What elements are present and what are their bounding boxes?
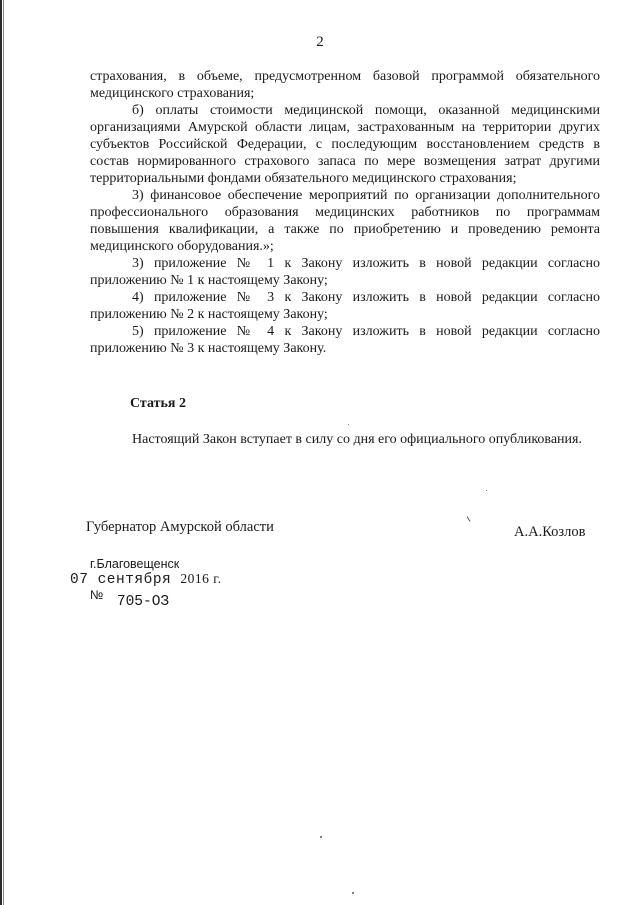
scan-speck [486, 490, 487, 491]
scan-border-left [0, 0, 2, 905]
stamp-date-year: 2016 г. [180, 571, 222, 586]
law-number-value: 705-ОЗ [116, 594, 170, 610]
city-label: г.Благовещенск [90, 557, 180, 571]
law-number-label: № [90, 588, 104, 602]
paragraph-item-3-appendix: 3) приложение № 1 к Закону изложить в новой редакции согласно приложению № 1 к настоящему Закону; [90, 256, 600, 288]
article-body [90, 431, 600, 448]
scan-speck [320, 836, 322, 838]
stamp-date [70, 571, 222, 588]
scan-speck [352, 892, 354, 894]
paragraph-item-3-financing: 3) финансовое обеспечение мероприятий по организации дополнительного профессионального образования медицинских работников по программам повышения квалификации, а также по приобретению и проведению ремонта медицинского оборудования.»; [90, 188, 600, 254]
page-number: 2 [316, 34, 324, 50]
governor-title: Губернатор Амурской области [86, 519, 274, 535]
paragraph-item-5-appendix: 5) приложение № 4 к Закону изложить в новой редакции согласно приложению № 3 к настоящему Закону. [90, 324, 600, 356]
paragraph-continuation: страхования, в объеме, предусмотренном базовой программой обязательного медицинского страхования; [90, 69, 600, 101]
stamp-date-day-month: 07 сентября [70, 572, 172, 588]
scan-speck [467, 516, 471, 522]
law-number [90, 588, 170, 610]
scan-border-shadow [3, 0, 4, 905]
paragraph-item-4-appendix: 4) приложение № 3 к Закону изложить в новой редакции согласно приложению № 2 к настоящему Закону; [90, 290, 600, 322]
scan-speck [348, 424, 349, 425]
article-title: Статья 2 [130, 396, 186, 411]
paragraph-item-b: б) оплаты стоимости медицинской помощи, оказанной медицинскими организациями Амурской области лицам, застрахованным на территории других субъектов Российской Федерации, с последующим восстановлением средств в состав нормированного страхового запаса по мере возмещения затрат другими территориальными фондами обязательного медицинского страхования; [90, 103, 600, 186]
governor-name: А.А.Козлов [514, 524, 586, 540]
law-body [90, 68, 600, 357]
article-text: Настоящий Закон вступает в силу со дня его официального опубликования. [132, 432, 582, 447]
